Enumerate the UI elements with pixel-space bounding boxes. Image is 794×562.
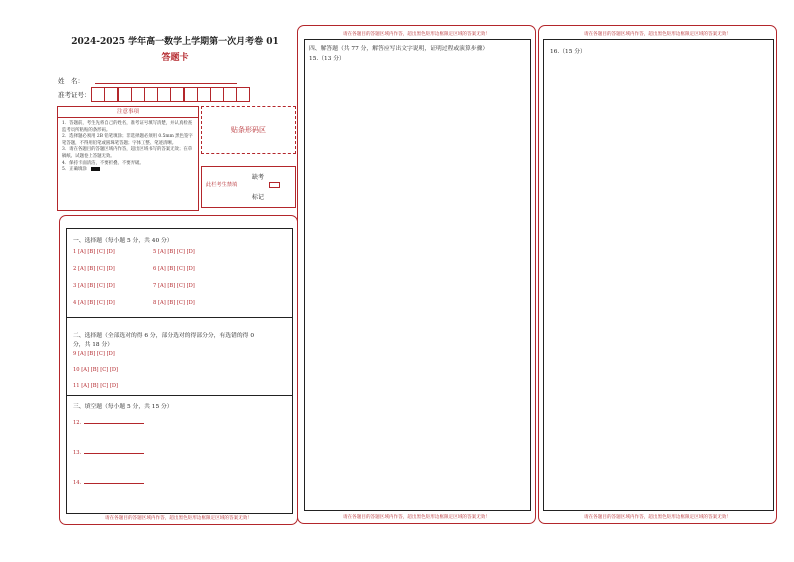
fill-question-number: 14.	[73, 480, 82, 486]
multi-question-row[interactable]: 11 [A] [B] [C] [D]	[73, 383, 119, 389]
fill-question-number: 13.	[73, 450, 82, 456]
mc-question-row[interactable]: 2 [A] [B] [C] [D]	[73, 266, 115, 272]
boundary-warning: 请在各题目的答题区域内作答，超出黑色矩形边框限定区域的答案无效！	[104, 516, 252, 521]
fill-section-title: 三、填空题（每小题 5 分，共 15 分）	[73, 404, 173, 410]
boundary-warning: 请在各题目的答题区域内作答，超出黑色矩形边框限定区域的答案无效！	[342, 32, 490, 37]
exam-title: 2024-2025 学年高一数学上学期第一次月考卷 01	[71, 37, 279, 47]
absent-restriction-label: 此栏考生禁填	[206, 182, 238, 188]
exam-id-box[interactable]	[157, 87, 171, 102]
mark-label: 标记	[252, 194, 265, 201]
absent-mark-box	[201, 166, 296, 208]
absent-label: 缺考	[252, 174, 265, 181]
exam-id-box[interactable]	[236, 87, 250, 102]
multi-section-title: 二、选择题（全部选对的得 6 分，部分选对的得部分分，有选错的得 0	[73, 333, 255, 339]
answer-card-title: 答题卡	[161, 53, 189, 63]
answer-panel-middle	[297, 25, 536, 524]
mc-question-row[interactable]: 6 [A] [B] [C] [D]	[153, 266, 195, 272]
mc-question-row[interactable]: 1 [A] [B] [C] [D]	[73, 249, 115, 255]
name-label: 姓 名：	[58, 77, 84, 85]
answer-region-16[interactable]	[543, 39, 774, 511]
exam-id-box[interactable]	[118, 87, 132, 102]
barcode-area: 贴条形码区	[201, 106, 296, 154]
fill-question-12[interactable]	[73, 418, 144, 426]
boundary-warning: 请在各题目的答题区域内作答，超出黑色矩形边框限定区域的答案无效！	[342, 515, 490, 520]
mc-question-row[interactable]: 3 [A] [B] [C] [D]	[73, 283, 115, 289]
question-16-label: 16.（15 分）	[550, 49, 586, 55]
note-item: 4．保持卡面清洁，不要折叠、不要弄破。	[62, 160, 144, 166]
mc-question-row[interactable]: 8 [A] [B] [C] [D]	[153, 300, 195, 306]
section-divider	[67, 395, 292, 396]
question-15-label: 15.（13 分）	[309, 56, 345, 62]
free-response-section-title: 四、解答题（共 77 分，解答应写出文字说明，证明过程或演算步骤）	[309, 46, 489, 52]
fill-question-number: 12.	[73, 420, 82, 426]
exam-id-box[interactable]	[210, 87, 224, 102]
boundary-warning: 请在各题目的答题区域内作答，超出黑色矩形边框限定区域的答案无效！	[583, 515, 731, 520]
answer-region-left	[66, 228, 293, 514]
notes-box	[57, 106, 199, 211]
answer-blank[interactable]	[84, 418, 144, 424]
exam-id-boxes[interactable]	[92, 87, 250, 102]
mc-section-title: 一、选择题（每小题 5 分，共 40 分）	[73, 238, 173, 244]
note-item: 5．正确填涂	[62, 167, 87, 173]
section-divider	[67, 317, 292, 318]
filled-mark-sample	[91, 167, 100, 171]
note-item: 1．答题前，考生先将自己的姓名，准考证号填写清楚，并认真检查监考员所粘贴的条形码。	[62, 121, 193, 133]
exam-id-box[interactable]	[91, 87, 105, 102]
exam-id-box[interactable]	[170, 87, 184, 102]
fill-question-13[interactable]	[73, 448, 144, 456]
exam-id-label: 准考证号：	[58, 91, 91, 99]
exam-id-box[interactable]	[104, 87, 118, 102]
exam-id-box[interactable]	[197, 87, 211, 102]
answer-region-15[interactable]	[304, 39, 531, 511]
mc-question-row[interactable]: 4 [A] [B] [C] [D]	[73, 300, 115, 306]
absent-checkbox[interactable]	[269, 182, 280, 188]
answer-panel-right	[538, 25, 777, 524]
answer-panel-left	[59, 215, 298, 525]
exam-id-box[interactable]	[144, 87, 158, 102]
fill-question-14[interactable]	[73, 478, 144, 486]
mc-question-row[interactable]: 7 [A] [B] [C] [D]	[153, 283, 195, 289]
answer-blank[interactable]	[84, 478, 144, 484]
note-item: 3．请在各题目的答题区域内作答，超出区域书写的答案无效；在草稿纸、试题卷上答题无效。	[62, 147, 193, 159]
notes-heading: 注意事项	[58, 107, 198, 118]
name-field[interactable]	[95, 82, 237, 84]
multi-section-title-cont: 分，共 18 分）	[73, 342, 114, 348]
boundary-warning: 请在各题目的答题区域内作答，超出黑色矩形边框限定区域的答案无效！	[583, 32, 731, 37]
exam-id-box[interactable]	[223, 87, 237, 102]
note-item: 2．选择题必须用 2B 铅笔填涂；非选择题必须用 0.5mm 黑色签字笔答题，不得用铅笔或圆珠笔答题；字体工整、笔迹清晰。	[62, 134, 193, 146]
answer-blank[interactable]	[84, 448, 144, 454]
multi-question-row[interactable]: 10 [A] [B] [C] [D]	[73, 367, 119, 373]
exam-id-box[interactable]	[184, 87, 198, 102]
mc-question-row[interactable]: 5 [A] [B] [C] [D]	[153, 249, 195, 255]
exam-id-box[interactable]	[131, 87, 145, 102]
multi-question-row[interactable]: 9 [A] [B] [C] [D]	[73, 351, 115, 357]
